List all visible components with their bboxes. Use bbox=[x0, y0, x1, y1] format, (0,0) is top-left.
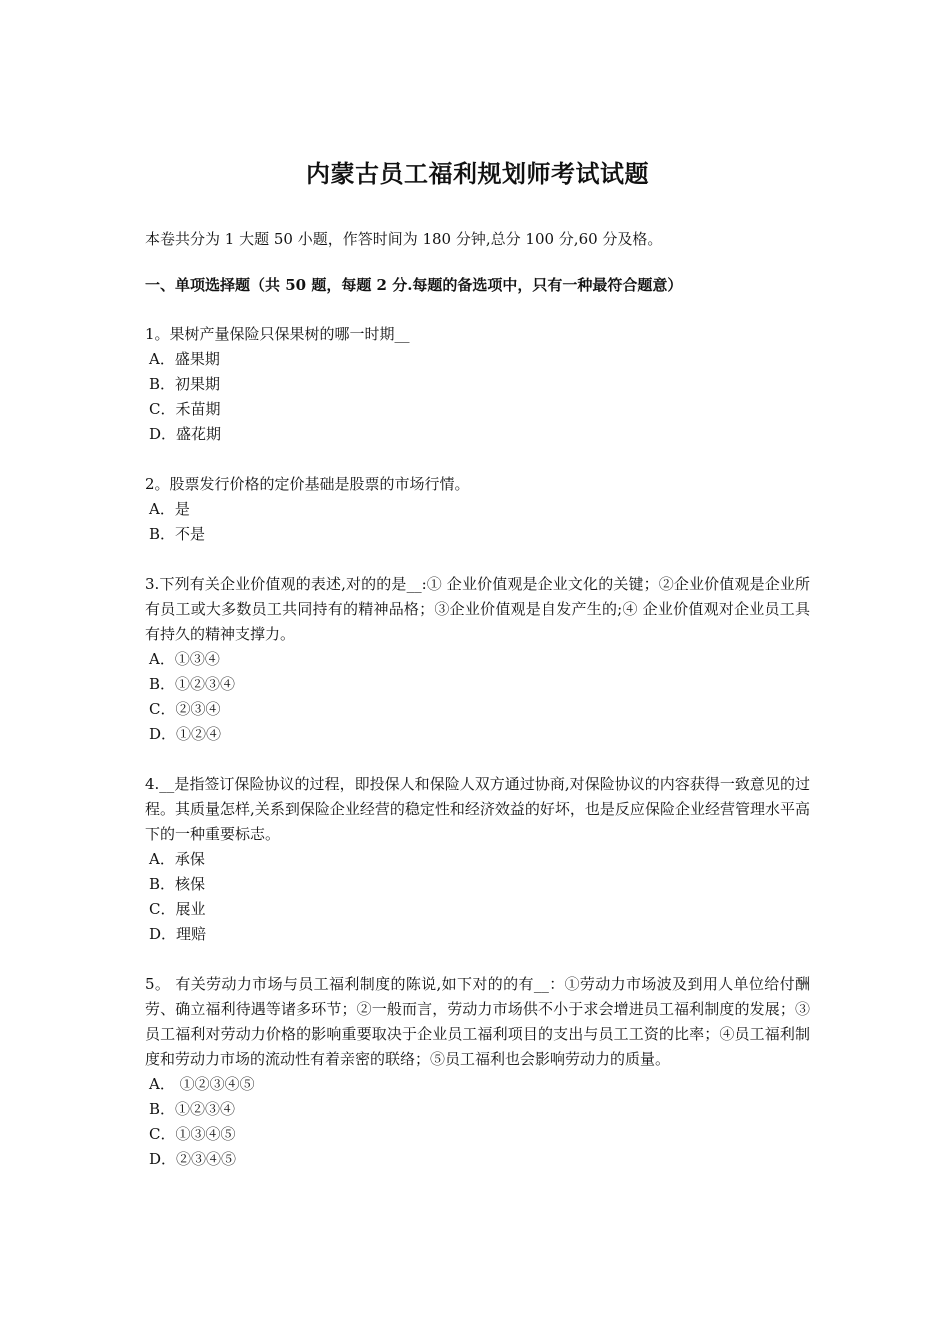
option-a: A．承保 bbox=[149, 850, 205, 868]
option-a: A．盛果期 bbox=[149, 350, 220, 368]
option-c: C．禾苗期 bbox=[149, 400, 221, 418]
option-a: A． ①②③④⑤ bbox=[149, 1075, 255, 1093]
question-stem: 2。股票发行价格的定价基础是股票的市场行情。 bbox=[145, 475, 470, 493]
option-c: C．②③④ bbox=[149, 700, 221, 718]
option-c: C．①③④⑤ bbox=[149, 1125, 236, 1143]
option-list bbox=[145, 647, 810, 747]
option-d: D．①②④ bbox=[149, 725, 222, 743]
option-b: B．核保 bbox=[149, 875, 206, 893]
question-stem: 3.下列有关企业价值观的表述,对的的是__:① 企业价值观是企业文化的关键；②企业价值观是企业所有员工或大多数员工共同持有的精神品格；③企业价值观是自发产生的;④ 企业价值观对企业员工具有持久的精神支撑力。 bbox=[145, 575, 810, 643]
section-heading: 一、单项选择题（共 50 题，每题 2 分.每题的备选项中，只有一种最符合题意） bbox=[145, 276, 683, 294]
option-list bbox=[145, 847, 810, 947]
option-list bbox=[145, 347, 810, 447]
option-list bbox=[145, 1072, 810, 1172]
option-b: B．①②③④ bbox=[149, 1100, 236, 1118]
question-stem: 5。 有关劳动力市场与员工福利制度的陈说,如下对的的有__：①劳动力市场波及到用人单位给付酬劳、确立福利待遇等诸多环节；②一般而言，劳动力市场供不小于求会增进员工福利制度的发展；③员工福利对劳动力价格的影响重要取决于企业员工福利项目的支出与员工工资的比率；④员工福利制度和劳动力市场的流动性有着亲密的联络；⑤员工福利也会影响劳动力的质量。 bbox=[145, 975, 810, 1068]
question-5 bbox=[145, 972, 810, 1172]
option-d: D．②③④⑤ bbox=[149, 1150, 237, 1168]
option-c: C．展业 bbox=[149, 900, 206, 918]
option-a: A．①③④ bbox=[149, 650, 220, 668]
option-a: A．是 bbox=[149, 500, 190, 518]
question-4 bbox=[145, 772, 810, 947]
option-d: D．盛花期 bbox=[149, 425, 222, 443]
option-d: D．理赔 bbox=[149, 925, 207, 943]
question-stem: 1。果树产量保险只保果树的哪一时期__ bbox=[145, 325, 410, 343]
question-1 bbox=[145, 322, 810, 447]
option-b: B．初果期 bbox=[149, 375, 221, 393]
question-3 bbox=[145, 572, 810, 747]
question-2 bbox=[145, 472, 810, 547]
option-b: B．①②③④ bbox=[149, 675, 236, 693]
question-stem: 4.__是指签订保险协议的过程，即投保人和保险人双方通过协商,对保险协议的内容获得一致意见的过程。其质量怎样,关系到保险企业经营的稳定性和经济效益的好坏，也是反应保险企业经营管理水平高下的一种重要标志。 bbox=[145, 775, 810, 843]
option-list bbox=[145, 497, 810, 547]
option-b: B．不是 bbox=[149, 525, 206, 543]
exam-intro: 本卷共分为 1 大题 50 小题，作答时间为 180 分钟,总分 100 分,60 分及格。 bbox=[145, 230, 663, 248]
question-list bbox=[145, 322, 810, 1197]
document-title: 内蒙古员工福利规划师考试试题 bbox=[306, 159, 649, 188]
